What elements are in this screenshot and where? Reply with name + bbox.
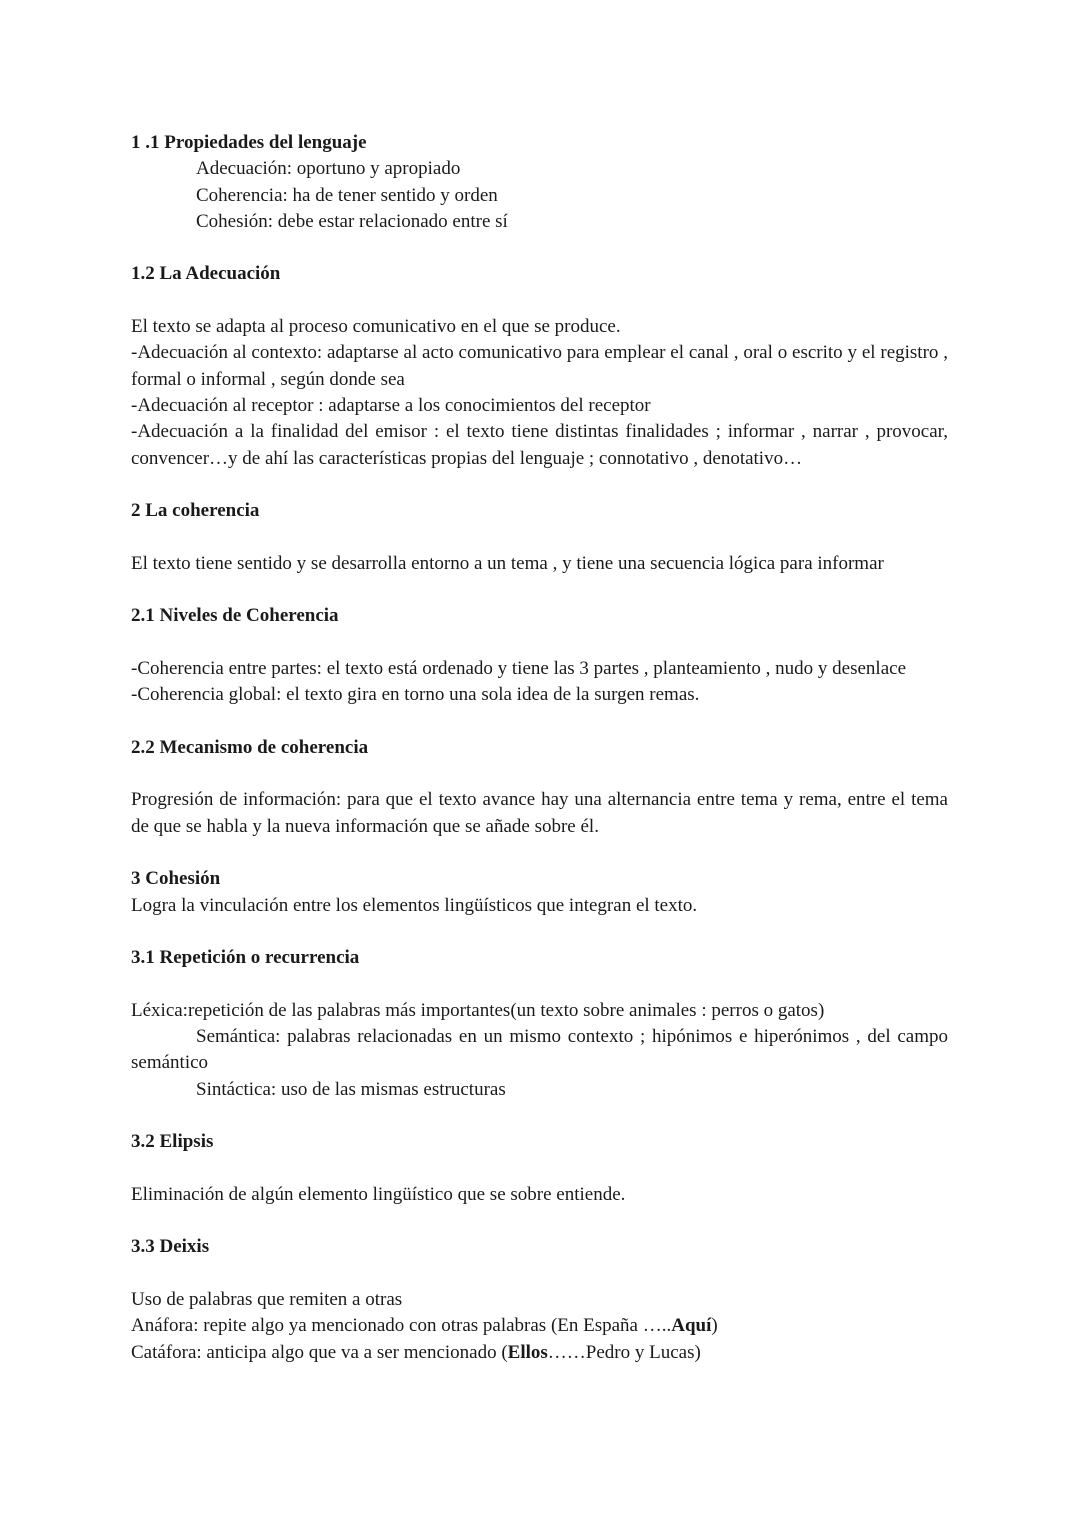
repeticion-lexica: Léxica:repetición de las palabras más importantes(un texto sobre animales : perros o gatos) [131,999,825,1021]
spacer [131,288,948,314]
spacer [131,972,948,998]
adecuacion-receptor: -Adecuación al receptor : adaptarse a los conocimientos del receptor [131,394,651,416]
deixis-anafora [131,1313,948,1339]
elipsis-text: Eliminación de algún elemento lingüístico que se sobre entiende. [131,1183,626,1205]
spacer [131,1156,948,1182]
repeticion-sintactica: Sintáctica: uso de las mismas estructuras [196,1078,506,1100]
heading-1-1: 1 .1 Propiedades del lenguaje [131,132,367,153]
spacer [131,709,948,735]
spacer [131,630,948,656]
anafora-close: ) [711,1315,718,1337]
repeticion-semantica: Semántica: palabras relacionadas en un mismo contexto ; hipónimos e hiperónimos , del campo semántico [131,1026,948,1074]
heading-3: 3 Cohesión [131,868,221,890]
coherencia-text: El texto tiene sentido y se desarrolla entorno a un tema , y tiene una secuencia lógica para informar [131,552,884,574]
progresion-informacion: Progresión de información: para que el texto avance hay una alternancia entre tema y rema, entre el tema de que se habla y la nueva información que se añade sobre él. [131,789,948,837]
heading-3-2: 3.2 Elipsis [131,1131,214,1153]
spacer [131,1208,948,1234]
spacer [131,840,948,866]
heading-2: 2 La coherencia [131,500,260,522]
deixis-catafora [131,1340,948,1366]
spacer [131,919,948,945]
spacer [131,235,948,261]
coherencia-global: -Coherencia global: el texto gira en torno una sola idea de la surgen remas. [131,684,700,706]
property-adecuacion: Adecuación: oportuno y apropiado [196,158,461,180]
adecuacion-contexto: -Adecuación al contexto: adaptarse al acto comunicativo para emplear el canal , oral o escrito y el registro , formal o informal , según donde sea [131,342,948,390]
property-cohesion: Cohesión: debe estar relacionado entre sí [196,210,508,232]
document-page [131,130,948,1366]
property-coherencia: Coherencia: ha de tener sentido y orden [196,184,498,206]
spacer [131,1103,948,1129]
cohesion-text: Logra la vinculación entre los elementos lingüísticos que integran el texto. [131,894,698,916]
spacer [131,524,948,550]
spacer [131,472,948,498]
catafora-text: Catáfora: anticipa algo que va a ser mencionado ( [131,1341,508,1363]
heading-3-1: 3.1 Repetición o recurrencia [131,947,360,969]
heading-2-2: 2.2 Mecanismo de coherencia [131,736,369,758]
adecuacion-finalidad: -Adecuación a la finalidad del emisor : el texto tiene distintas finalidades ; informar , narrar , provocar, convencer…y de ahí las características propias del lenguaje ; connotativo , denotativo… [131,421,948,469]
adecuacion-intro: El texto se adapta al proceso comunicativo en el que se produce. [131,316,621,338]
spacer [131,761,948,787]
catafora-rest: ……Pedro y Lucas) [547,1341,701,1363]
heading-1-2: 1.2 La Adecuación [131,263,281,285]
spacer [131,1261,948,1287]
spacer [131,577,948,603]
catafora-example-bold: Ellos [507,1341,548,1363]
heading-2-1: 2.1 Niveles de Coherencia [131,605,339,627]
coherencia-partes: -Coherencia entre partes: el texto está ordenado y tiene las 3 partes , planteamiento , nudo y desenlace [131,657,907,679]
heading-3-3: 3.3 Deixis [131,1236,210,1258]
anafora-text: Anáfora: repite algo ya mencionado con otras palabras (En España ….. [131,1315,672,1337]
deixis-intro: Uso de palabras que remiten a otras [131,1289,403,1311]
anafora-example-bold: Aquí [671,1315,712,1337]
